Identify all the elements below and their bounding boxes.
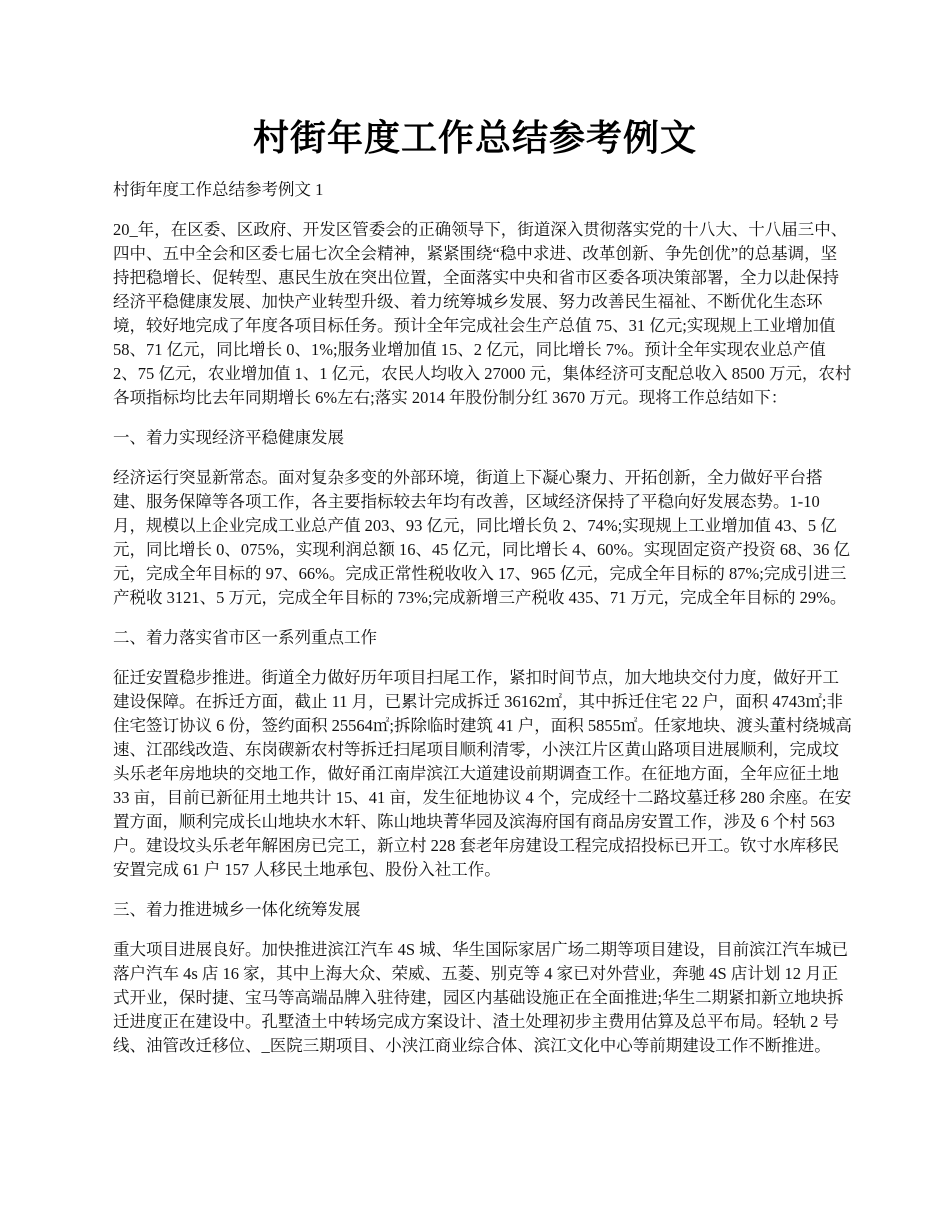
section-heading-3: 三、着力推进城乡一体化统筹发展 xyxy=(113,900,361,919)
section-heading-2: 二、着力落实省市区一系列重点工作 xyxy=(113,628,377,647)
paragraph-intro: 20_年，在区委、区政府、开发区管委会的正确领导下，街道深入贯彻落实党的十八大、十八届三中、四中、五中全会和区委七届七次全会精神，紧紧围绕“稳中求进、改革创新、争先创优”的总基调，坚持把稳增长、促转型、惠民生放在突出位置，全面落实中央和省市区委各项决策部署，全力以赴保持经济平稳健康发展、加快产业转型升级、着力统筹城乡发展、努力改善民生福祉、不断优化生态环境，较好地完成了年度各项目标任务。预计全年完成社会生产总值 75、31 亿元;实现规上工业增加值 58、71 亿元，同比增长 0、1%;服务业增加值 15、2 亿元，同比增长 7%。预计全年实现农业总产值 2、75 亿元，农业增加值 1、1 亿元，农民人均收入 27000 元，集体经济可支配总收入 8500 万元，农村各项指标均比去年同期增长 6%左右;落实 2014 年股份制分红 3670 万元。现将工作总结如下： xyxy=(113,220,852,407)
paragraph-projects: 重大项目进展良好。加快推进滨江汽车 4S 城、华生国际家居广场二期等项目建设，目前滨江汽车城已落户汽车 4s 店 16 家，其中上海大众、荣威、五菱、别克等 4 家已对外营业，奔驰 4S 店计划 12 月正式开业，保时捷、宝马等高端品牌入驻待建，园区内基础设施正在全面推进;华生二期紧扣新立地块拆迁进度正在建设中。孔墅渣土中转场完成方案设计、渣土处理初步主费用估算及总平布局。轻轨 2 号线、油管改迁移位、_医院三期项目、小浃江商业综合体、滨江文化中心等前期建设工作不断推进。 xyxy=(113,940,849,1055)
section-heading-1: 一、着力实现经济平稳健康发展 xyxy=(113,428,344,447)
paragraph-relocation: 征迁安置稳步推进。街道全力做好历年项目扫尾工作，紧扣时间节点，加大地块交付力度，做好开工建设保障。在拆迁方面，截止 11 月，已累计完成拆迁 36162㎡，其中拆迁住宅 22 户，面积 4743㎡;非住宅签订协议 6 份，签约面积 25564㎡;拆除临时建筑 41 户，面积 5855㎡。任家地块、渡头董村绕城高速、江邵线改造、东岗碶新农村等拆迁扫尾项目顺利清零，小浃江片区黄山路项目进展顺利，完成坟头乐老年房地块的交地工作，做好甬江南岸滨江大道建设前期调查工作。在征地方面，全年应征土地 33 亩，目前已新征用土地共计 15、41 亩，发生征地协议 4 个，完成经十二路坟墓迁移 280 余座。在安置方面，顺利完成长山地块水木轩、陈山地块菁华园及滨海府国有商品房安置工作，涉及 6 个村 563 户。建设坟头乐老年解困房已完工，新立村 228 套老年房建设工程完成招投标已开工。钦寸水库移民安置完成 61 户 157 人移民土地承包、股份入社工作。 xyxy=(113,668,852,879)
document-body xyxy=(113,178,853,1058)
document-subtitle: 村街年度工作总结参考例文 1 xyxy=(113,180,324,199)
paragraph-economy: 经济运行突显新常态。面对复杂多变的外部环境，街道上下凝心聚力、开拓创新，全力做好平台搭建、服务保障等各项工作，各主要指标较去年均有改善，区域经济保持了平稳向好发展态势。1-10 月，规模以上企业完成工业总产值 203、93 亿元，同比增长负 2、74%;实现规上工业增加值 43、5 亿元，同比增长 0、075%，实现利润总额 16、45 亿元，同比增长 4、60%。实现固定资产投资 68、36 亿元，完成全年目标的 97、66%。完成正常性税收收入 17、965 亿元，完成全年目标的 87%;完成引进三产税收 3121、5 万元，完成全年目标的 73%;完成新增三产税收 435、71 万元，完成全年目标的 29%。 xyxy=(113,468,850,607)
document-title: 村街年度工作总结参考例文 xyxy=(252,117,697,159)
